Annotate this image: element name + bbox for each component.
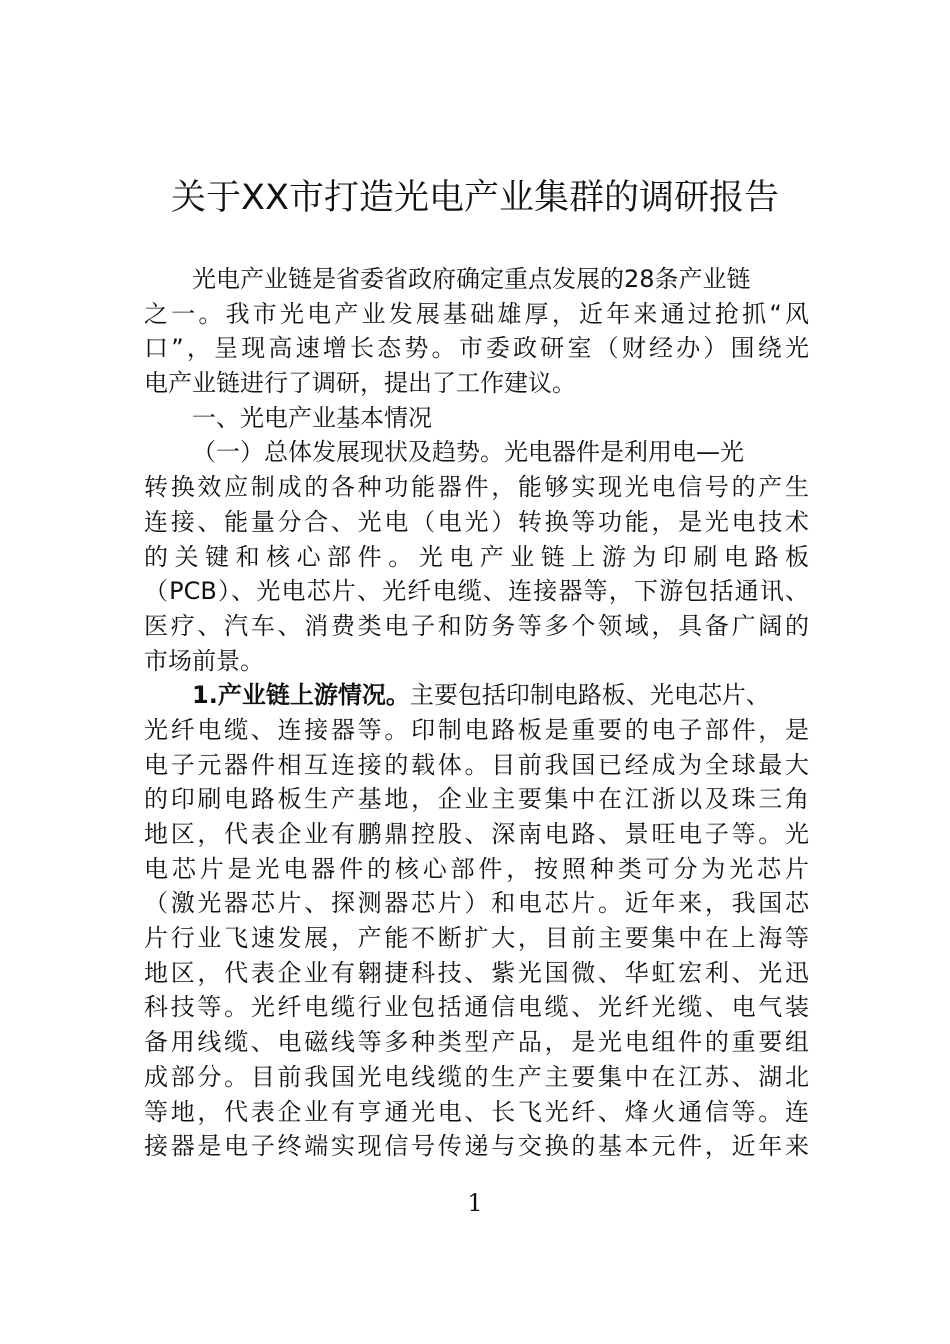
paragraph-line: （PCB）、光电芯片、光纤电缆、连接器等，下游包括通讯、 xyxy=(144,577,809,606)
paragraph-line: 医疗、汽车、消费类电子和防务等多个领域，具备广阔的 xyxy=(144,611,809,640)
paragraph-line: 地区，代表企业有鹏鼎控股、深南电路、景旺电子等。光 xyxy=(144,820,809,848)
paragraph-line: 接器是电子终端实现信号传递与交换的基本元件，近年来 xyxy=(144,1132,809,1161)
paragraph-line: 电子元器件相互连接的载体。目前我国已经成为全球最大 xyxy=(144,750,809,779)
paragraph-line: 的关键和核心部件。光电产业链上游为印刷电路板 xyxy=(144,542,809,571)
paragraph-line: （一）总体发展现状及趋势。光电器件是利用电—光 xyxy=(192,438,744,467)
paragraph-line: 光纤电缆、连接器等。印制电路板是重要的电子部件，是 xyxy=(144,715,809,744)
paragraph-line xyxy=(144,678,809,713)
paragraph-line: 地区，代表企业有翱捷科技、紫光国微、华虹宏利、光迅 xyxy=(144,958,809,987)
paragraph-line: （激光器芯片、探测器芯片）和电芯片。近年来，我国芯 xyxy=(144,889,809,918)
paragraph-text: 主要包括印制电路板、光电芯片、 xyxy=(409,681,770,710)
paragraph-line: 口”，呈现高速增长态势。市委政研室（财经办）围绕光 xyxy=(144,334,809,363)
paragraph-line: 电芯片是光电器件的核心部件，按照种类可分为光芯片 xyxy=(144,854,809,883)
paragraph-line: 备用线缆、电磁线等多种类型产品，是光电组件的重要组 xyxy=(144,1028,809,1057)
paragraph-line: 光电产业链是省委省政府确定重点发展的28条产业链 xyxy=(192,265,751,293)
section-heading: 一、光电产业基本情况 xyxy=(192,403,432,432)
paragraph-line: 市场前景。 xyxy=(144,646,264,675)
paragraph-line: 转换效应制成的各种功能器件，能够实现光电信号的产生 xyxy=(144,473,809,502)
page-number: 1 xyxy=(467,1189,483,1217)
paragraph-line: 等地，代表企业有亨通光电、长飞光纤、烽火通信等。连 xyxy=(144,1097,809,1126)
subsection-heading: 1.产业链上游情况。 xyxy=(192,681,410,710)
document-body xyxy=(144,262,809,1164)
paragraph-line: 连接、能量分合、光电（电光）转换等功能，是光电技术 xyxy=(144,507,809,536)
paragraph-line: 成部分。目前我国光电线缆的生产主要集中在江苏、湖北 xyxy=(144,1062,809,1091)
paragraph-line: 的印刷电路板生产基地，企业主要集中在江浙以及珠三角 xyxy=(144,785,809,814)
paragraph-line: 片行业飞速发展，产能不断扩大，目前主要集中在上海等 xyxy=(144,924,809,953)
paragraph-line: 之一。我市光电产业发展基础雄厚，近年来通过抢抓“风 xyxy=(144,299,809,328)
document-title: 关于XX市打造光电产业集群的调研报告 xyxy=(171,178,779,218)
paragraph-line: 科技等。光纤电缆行业包括通信电缆、光纤光缆、电气装 xyxy=(144,993,809,1022)
paragraph-line: 电产业链进行了调研，提出了工作建议。 xyxy=(144,369,576,398)
